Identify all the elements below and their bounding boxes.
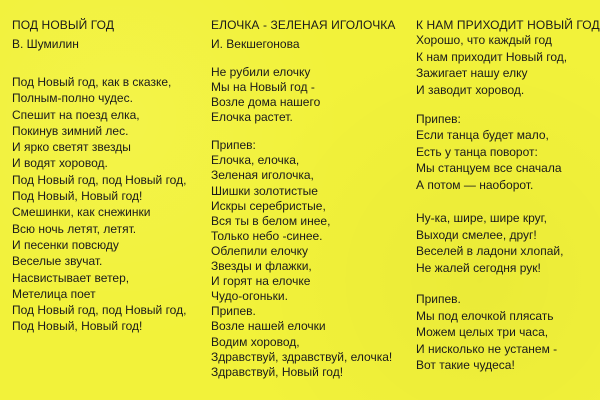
poem-line: Зеленая иголочка, — [211, 168, 314, 183]
poem-line: И нисколько не устанем - — [416, 341, 558, 356]
poem-line: Под Новый год, как в сказке, — [12, 75, 172, 89]
poem-line: Выходи смелее, друг! — [416, 227, 537, 242]
poem-2-chorus — [211, 153, 409, 379]
poem-line: Всю ночь летят, летят. — [12, 221, 137, 236]
poem-3-chorus-label: Припев: — [416, 112, 461, 126]
poem-line: Возле нашей елочки — [211, 319, 326, 334]
poem-line: Шишки золотистые — [211, 183, 318, 198]
poem-line: К нам приходит Новый год, — [416, 49, 568, 64]
poem-line: Не рубили елочку — [211, 65, 311, 79]
poem-3-chorus — [416, 127, 600, 193]
poem-line: Мы на Новый год - — [211, 80, 315, 95]
poem-column-3 — [416, 18, 600, 374]
poem-column-1 — [12, 18, 202, 335]
poem-line: Ну-ка, шире, шире круг, — [416, 211, 547, 225]
poem-line: Под Новый год, под Новый год, — [12, 303, 187, 318]
poem-line: Чудо-огоньки. — [211, 289, 288, 304]
poem-line: Веселые звучат. — [12, 254, 103, 269]
poem-line: Полным-полно чудес. — [12, 91, 133, 106]
poem-line: Под Новый год, под Новый год, — [12, 172, 187, 187]
poem-3-title: К НАМ ПРИХОДИТ НОВЫЙ ГОД — [416, 18, 600, 32]
poem-2-chorus-label: Припев: — [211, 138, 256, 153]
poem-line: Насвистывает ветер, — [12, 270, 130, 285]
poem-line: Спешит на поезд елка, — [12, 107, 140, 122]
poem-line: И горят на елочке — [211, 274, 311, 289]
poem-line: И заводит хоровод. — [416, 82, 525, 97]
poem-line: Есть у танца поворот: — [416, 144, 538, 159]
poem-line: Елочка растет. — [211, 110, 293, 125]
poem-line: Звезды и флажки, — [211, 259, 312, 274]
poem-line: Припев. — [416, 292, 461, 306]
poem-line: Вот такие чудеса! — [416, 358, 515, 372]
poem-column-2 — [211, 18, 409, 380]
poem-line: Здравствуй, Новый год! — [211, 364, 344, 379]
poem-1-author: В. Шумилин — [12, 37, 79, 51]
poem-line: И водят хоровод. — [12, 156, 108, 171]
poem-3-verse-2 — [416, 210, 600, 276]
poem-line: Только небо -синее. — [211, 228, 323, 243]
poem-line: Метелица поет — [12, 286, 96, 301]
poem-line: И песенки повсюду — [12, 237, 119, 252]
poem-line: Если танца будет мало, — [416, 128, 549, 142]
poem-2-title: ЕЛОЧКА - ЗЕЛЕНАЯ ИГОЛОЧКА — [211, 18, 396, 32]
poem-line: Мы станцуем все сначала — [416, 161, 562, 175]
poem-3-verse-3 — [416, 291, 600, 374]
poem-line: Водим хоровод, — [211, 334, 300, 349]
poem-line: Облепили елочку — [211, 243, 309, 258]
poem-line: Веселей в ладони хлопай, — [416, 244, 564, 258]
poem-1-title: ПОД НОВЫЙ ГОД — [12, 18, 115, 32]
poem-2-verse — [211, 65, 409, 125]
poem-2-author: И. Векшегонова — [211, 37, 300, 51]
poem-line: Елочка, елочка, — [211, 153, 300, 168]
poem-line: Здравствуй, здравствуй, елочка! — [211, 349, 393, 364]
poem-3-verse-1 — [416, 32, 600, 98]
poem-line: Хорошо, что каждый год — [416, 33, 552, 47]
poem-line: Припев. — [211, 304, 256, 319]
poem-line: Возле дома нашего — [211, 95, 321, 110]
poem-line: Вся ты в белом инее, — [211, 213, 331, 228]
poem-line: Мы под елочкой плясать — [416, 308, 554, 323]
poem-line: Смешинки, как снежинки — [12, 205, 151, 220]
poem-line: И ярко светят звезды — [12, 140, 131, 155]
poem-line: Не жалей сегодня рук! — [416, 260, 541, 275]
poem-line: Искры серебристые, — [211, 198, 326, 213]
poem-line: Покинув зимний лес. — [12, 123, 129, 138]
poem-line: Под Новый, Новый год! — [12, 319, 143, 334]
poem-line: Под Новый, Новый год! — [12, 189, 143, 204]
poem-line: Можем целых три часа, — [416, 325, 549, 339]
poem-line: Зажигает нашу елку — [416, 66, 528, 80]
poem-1-lines — [12, 74, 202, 335]
poem-line: А потом — наоборот. — [416, 177, 534, 192]
